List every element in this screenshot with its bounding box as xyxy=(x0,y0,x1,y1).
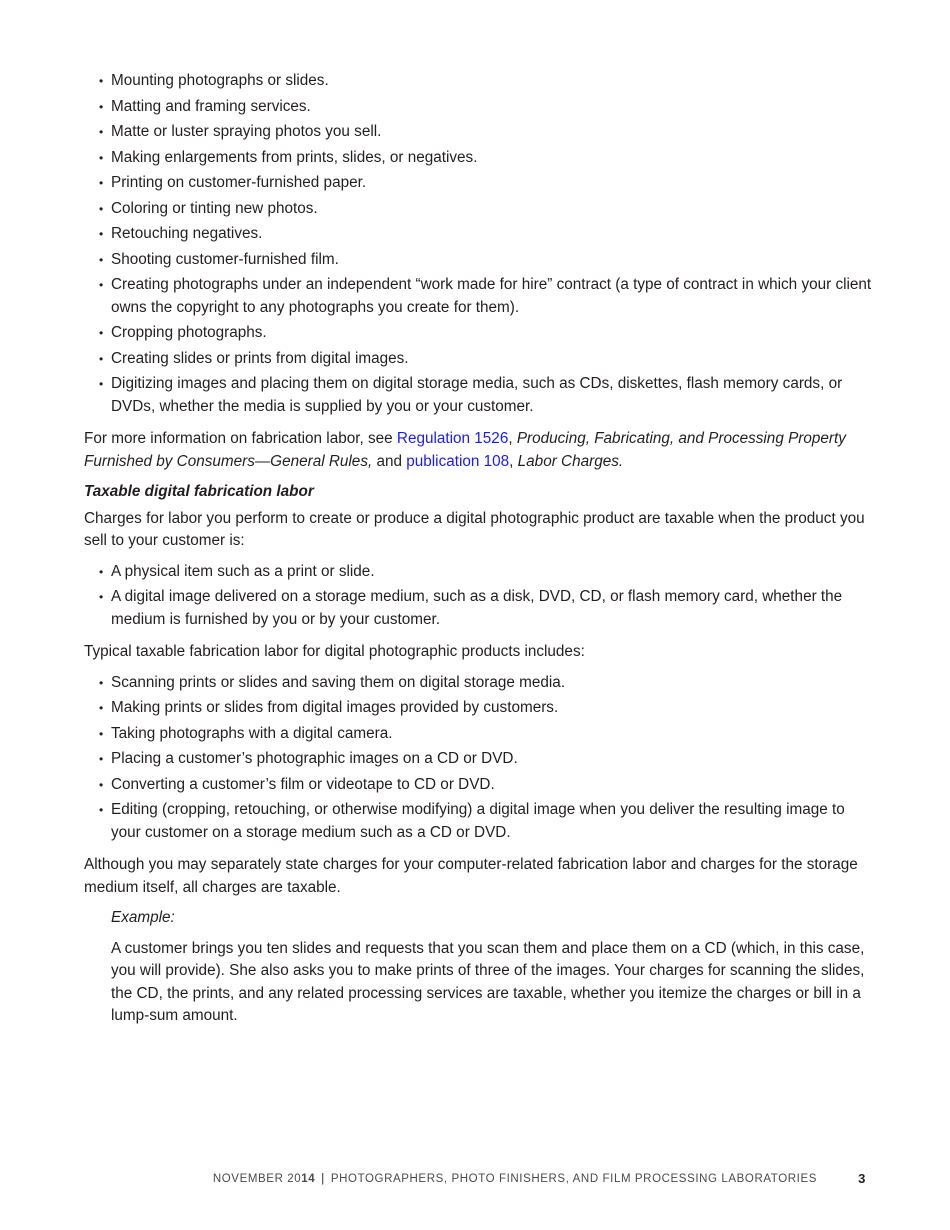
section-heading: Taxable digital fabrication labor xyxy=(84,483,314,500)
page-number: 3 xyxy=(858,1171,866,1186)
regulation-1526-link[interactable]: Regulation 1526 xyxy=(396,430,509,447)
although-paragraph: Although you may separately state charges for your computer-related fabrication labor and charges for the storage medium itself, all charges are taxable. xyxy=(84,856,858,896)
list-item: • Taking photographs with a digital camera. xyxy=(84,723,874,746)
list-item: • Digitizing images and placing them on digital storage media, such as CDs, diskettes, flash memory cards, or DVDs, whether the media is supplied by you or your customer. xyxy=(99,375,843,415)
list-item: • Matte or luster spraying photos you sell. xyxy=(84,121,874,144)
list-item: • Making enlargements from prints, slides, or negatives. xyxy=(84,147,874,170)
bullet-icon: • xyxy=(99,326,104,340)
bullet-icon: • xyxy=(99,752,104,766)
list-item: • Creating photographs under an independent “work made for hire” contract (a type of contract in which your client owns the copyright to any photographs you create for them). xyxy=(99,276,872,316)
list-item: • A physical item such as a print or slide. xyxy=(84,561,874,584)
list-item: • Printing on customer-furnished paper. xyxy=(84,172,874,195)
list-item: • Placing a customer’s photographic images on a CD or DVD. xyxy=(84,748,874,771)
bullet-icon: • xyxy=(99,564,104,579)
list-item: • Cropping photographs. xyxy=(84,322,874,345)
list-item: • Editing (cropping, retouching, or otherwise modifying) a digital image when you deliver the resulting image to your customer on a storage medium such as a CD or DVD. xyxy=(99,801,845,841)
list-item: • Coloring or tinting new photos. xyxy=(84,198,874,221)
page-footer xyxy=(0,1171,950,1189)
example-block xyxy=(84,907,874,1028)
bullet-icon: • xyxy=(99,176,104,190)
list-item: • Matting and framing services. xyxy=(84,96,874,119)
bullet-icon: • xyxy=(99,675,104,690)
bullet-icon: • xyxy=(99,278,104,292)
example-text: A customer brings you ten slides and requests that you scan them and place them on a CD (which, in this case, you will provide). She also asks you to make prints of three of the images. Your charges for scanning the slides, the CD, the prints, and any related processing services are taxable, whether you itemize the charges or bill in a lump-sum amount. xyxy=(111,939,865,1024)
example-label: Example: xyxy=(111,909,175,926)
bullet-icon: • xyxy=(99,351,104,366)
bullet-icon: • xyxy=(99,777,104,792)
bullet-icon: • xyxy=(99,590,104,604)
bullet-icon: • xyxy=(99,726,104,741)
bullet-icon: • xyxy=(99,227,104,241)
bullet-icon: • xyxy=(99,377,104,391)
bullet-icon: • xyxy=(99,252,104,267)
footer-running-title: NOVEMBER 2014 | PHOTOGRAPHERS, PHOTO FINISHERS, AND FILM PROCESSING LABORATORIES xyxy=(212,1173,817,1185)
list-item: • Shooting customer-furnished film. xyxy=(84,249,874,272)
list-item: • Making prints or slides from digital images provided by customers. xyxy=(84,697,874,720)
footer-separator: | xyxy=(321,1173,325,1185)
list-item: • Mounting photographs or slides. xyxy=(84,70,874,93)
more-info-paragraph: For more information on fabrication labor, see Regulation 1526, Producing, Fabricating, and Processing Property Furnished by Consumers—General Rules, and publication 108, Labor Charges. xyxy=(84,430,846,470)
bullet-icon: • xyxy=(99,803,104,817)
intro-paragraph: Charges for labor you perform to create or produce a digital photographic product are taxable when the product you sell to your customer is: xyxy=(84,509,865,549)
document-page xyxy=(84,70,874,1036)
digital-labor-list xyxy=(84,672,874,845)
bullet-icon: • xyxy=(99,125,104,139)
bullet-icon: • xyxy=(99,701,104,715)
bullet-icon: • xyxy=(99,99,104,114)
taxable-product-list xyxy=(84,561,874,632)
bullet-icon: • xyxy=(99,201,104,216)
list-item: • Scanning prints or slides and saving them on digital storage media. xyxy=(84,672,874,695)
fabrication-labor-list xyxy=(84,70,874,418)
publication-108-link[interactable]: publication 108 xyxy=(406,452,510,470)
list-item: • Retouching negatives. xyxy=(84,223,874,246)
list-item: • A digital image delivered on a storage medium, such as a disk, DVD, CD, or flash memory card, whether the medium is furnished by you or by your customer. xyxy=(99,588,843,628)
bullet-icon: • xyxy=(99,150,104,165)
bullet-icon: • xyxy=(99,74,104,88)
list-item: • Converting a customer’s film or videotape to CD or DVD. xyxy=(84,774,874,797)
list-item: • Creating slides or prints from digital images. xyxy=(84,348,874,371)
typical-paragraph: Typical taxable fabrication labor for digital photographic products includes: xyxy=(84,643,585,660)
